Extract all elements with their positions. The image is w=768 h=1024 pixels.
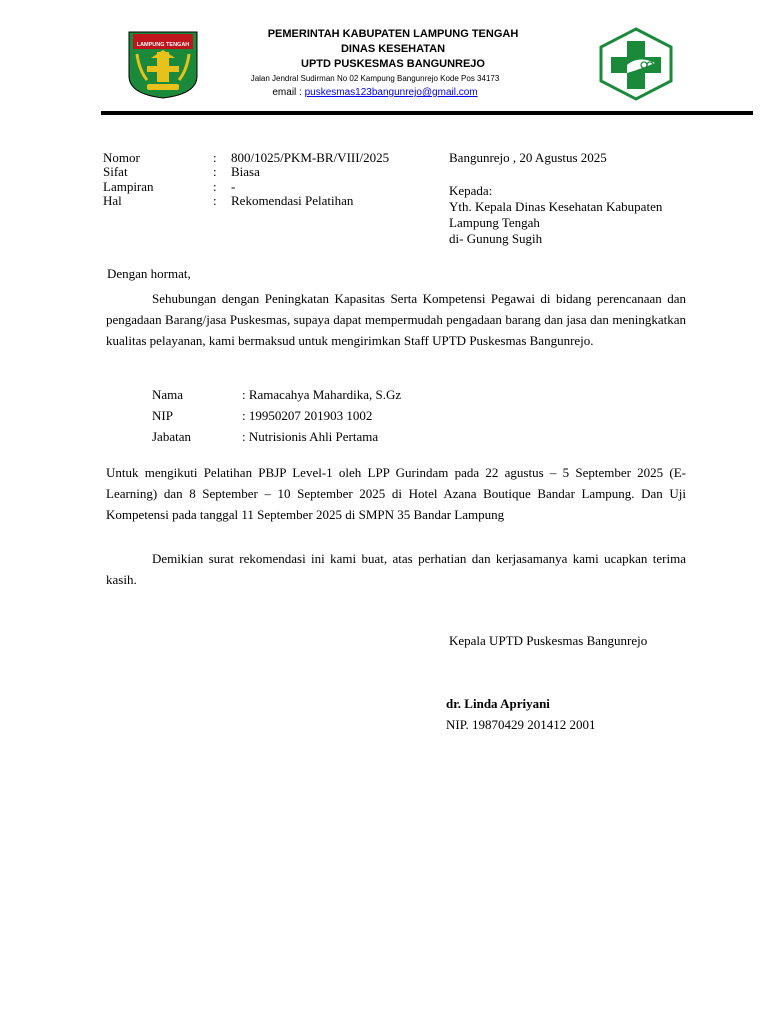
signatory-name: dr. Linda Apriyani bbox=[446, 696, 550, 711]
emblem-label: LAMPUNG TENGAH bbox=[136, 42, 190, 48]
identity-value: : Nutrisionis Ahli Pertama bbox=[242, 429, 379, 444]
department-name: DINAS KESEHATAN bbox=[340, 43, 446, 55]
identity-label: Jabatan bbox=[152, 429, 191, 444]
email-link[interactable]: puskesmas123bangunrejo@gmail.com bbox=[304, 87, 478, 98]
recipient-line1: Yth. Kepala Dinas Kesehatan Kabupaten bbox=[449, 199, 663, 214]
meta-value: - bbox=[231, 179, 236, 194]
recipient-line3: di- Gunung Sugih bbox=[449, 231, 543, 246]
meta-colon: : bbox=[213, 179, 217, 194]
signature-title: Kepala UPTD Puskesmas Bangunrejo bbox=[449, 633, 648, 648]
salutation: Dengan hormat, bbox=[107, 266, 191, 281]
meta-colon: : bbox=[213, 193, 217, 208]
paragraph-intro-text: Sehubungan dengan Peningkatan Kapasitas Serta Kompetensi Pegawai di bidang perencanaan dan pengadaan Barang/jasa Puskesmas, supaya dapat mempermudah pengadaan barang dan jasa dan meningkatkan kualitas pelayanan, kami bermaksud untuk mengirimkan Staff UPTD Puskesmas Bangunrejo. bbox=[106, 291, 686, 348]
paragraph-closing bbox=[106, 548, 686, 590]
puskesmas-logo-icon bbox=[597, 27, 675, 101]
address: Jalan Jendral Sudirman No 02 Kampung Bangunrejo Kode Pos 34173 bbox=[250, 74, 500, 83]
meta-value: 800/1025/PKM-BR/VIII/2025 bbox=[231, 150, 390, 165]
identity-label: Nama bbox=[152, 387, 184, 402]
identity-label: NIP bbox=[152, 408, 173, 423]
email-label: email : bbox=[272, 87, 305, 98]
meta-label: Lampiran bbox=[103, 179, 154, 194]
identity-value: : 19950207 201903 1002 bbox=[242, 408, 373, 423]
meta-label: Sifat bbox=[103, 164, 128, 179]
date-place: Bangunrejo , 20 Agustus 2025 bbox=[449, 150, 607, 165]
meta-value: Rekomendasi Pelatihan bbox=[231, 193, 354, 208]
meta-colon: : bbox=[213, 164, 217, 179]
paragraph-training: Untuk mengikuti Pelatihan PBJP Level-1 oleh LPP Gurindam pada 22 agustus – 5 September 2025 (E-Learning) dan 8 September – 10 September 2025 di Hotel Azana Boutique Bandar Lampung. Dan Uji Kompetensi pada tanggal 11 September 2025 di SMPN 35 Bandar Lampung bbox=[106, 465, 686, 522]
meta-value: Biasa bbox=[231, 164, 260, 179]
signatory-nip: NIP. 19870429 201412 2001 bbox=[446, 717, 596, 732]
letterhead-rule bbox=[101, 111, 753, 115]
meta-label: Nomor bbox=[103, 150, 140, 165]
recipient-line2: Lampung Tengah bbox=[449, 215, 540, 230]
unit-name: UPTD PUSKESMAS BANGUNREJO bbox=[301, 58, 485, 70]
identity-value: : Ramacahya Mahardika, S.Gz bbox=[242, 387, 402, 402]
recipient-kepada: Kepada: bbox=[449, 183, 493, 198]
paragraph-intro bbox=[106, 288, 686, 351]
gov-name: PEMERINTAH KABUPATEN LAMPUNG TENGAH bbox=[267, 28, 519, 40]
paragraph-closing-text: Demikian surat rekomendasi ini kami buat, atas perhatian dan kerjasamanya kami ucapkan terima kasih. bbox=[106, 551, 686, 587]
email-line bbox=[165, 87, 585, 98]
meta-label: Hal bbox=[103, 193, 122, 208]
meta-colon: : bbox=[213, 150, 217, 165]
